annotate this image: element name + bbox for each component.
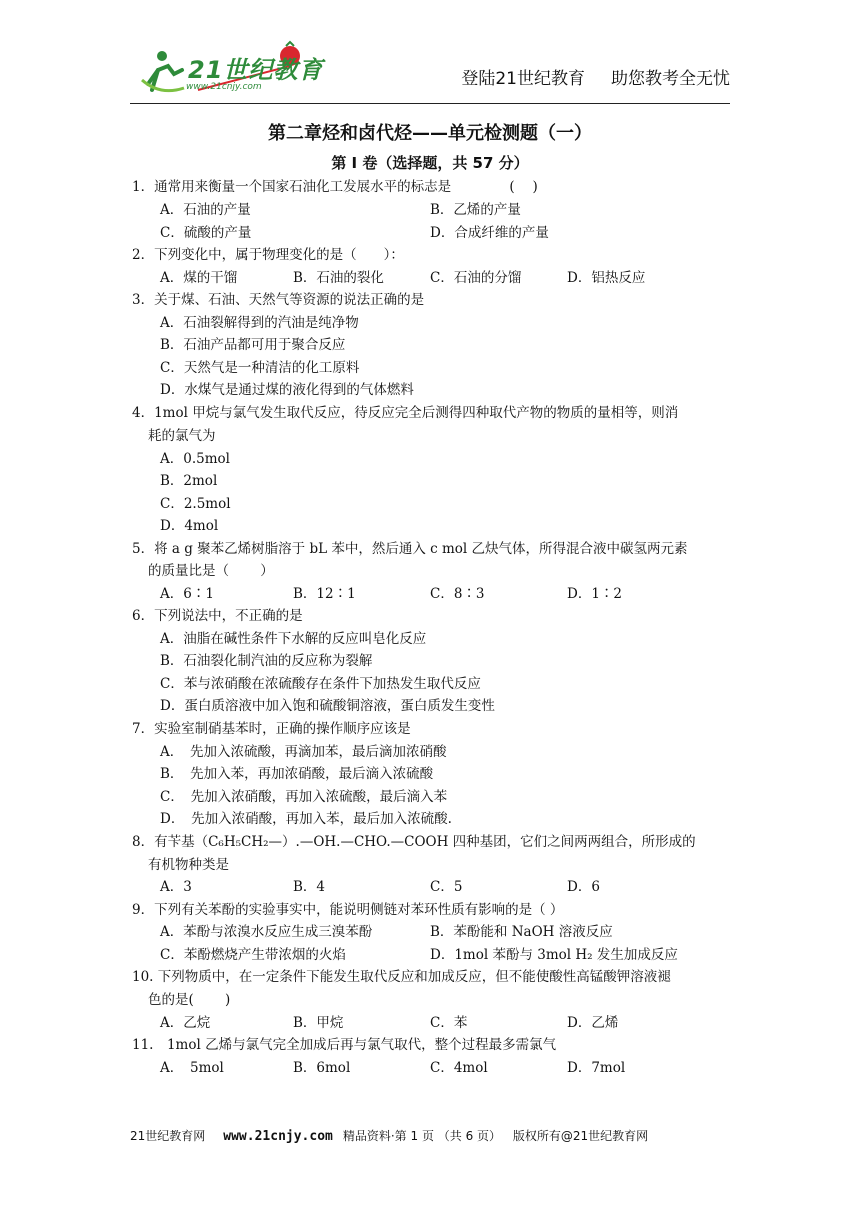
question-9-option-a: A．苯酚与浓溴水反应生成三溴苯酚 bbox=[160, 924, 373, 940]
footer-site-link[interactable]: www.21cnjy.com bbox=[223, 1129, 333, 1144]
question-4-stem-cont: 耗的氯气为 bbox=[148, 428, 216, 444]
question-9-option-b: B．苯酚能和 NaOH 溶液反应 bbox=[430, 924, 613, 940]
slogan-left: 登陆21世纪教育 bbox=[461, 69, 585, 89]
footer-left: 21世纪教育网 bbox=[130, 1129, 206, 1143]
question-6-stem: 6．下列说法中，不正确的是 bbox=[132, 608, 303, 624]
footer-copyright: 版权所有@21世纪教育网 bbox=[512, 1129, 649, 1143]
question-5-option-c: C．8∶3 bbox=[430, 586, 485, 602]
logo-brand-text: 21世纪教育 bbox=[188, 56, 324, 84]
question-5-option-d: D．1∶2 bbox=[567, 586, 623, 602]
question-11-option-a: A． 5mol bbox=[160, 1060, 224, 1076]
question-4-option-b: B．2mol bbox=[160, 473, 218, 489]
question-9-option-d: D．1mol 苯酚与 3mol H₂ 发生加成反应 bbox=[430, 947, 678, 963]
question-8-stem-cont: 有机物种类是 bbox=[148, 857, 229, 873]
question-4-option-a: A．0.5mol bbox=[160, 451, 230, 467]
question-10-stem-cont: 色的是( ) bbox=[148, 992, 231, 1008]
question-1-option-c: C．硫酸的产量 bbox=[160, 225, 252, 241]
question-11-stem: 11. 1mol 乙烯与氯气完全加成后再与氯气取代，整个过程最多需氯气 bbox=[132, 1037, 557, 1053]
logo-url-text: www.21cnjy.com bbox=[186, 82, 262, 92]
page-footer bbox=[130, 1127, 648, 1144]
question-10-stem: 10. 下列物质中，在一定条件下能发生取代反应和加成反应，但不能使酸性高锰酸钾溶液褪 bbox=[132, 969, 671, 985]
question-11-option-d: D．7mol bbox=[567, 1060, 626, 1076]
question-5-option-b: B．12∶1 bbox=[293, 586, 356, 602]
question-7-option-b: B． 先加入苯，再加浓硝酸，最后滴入浓硫酸 bbox=[160, 766, 434, 782]
question-7-option-a: A． 先加入浓硫酸，再滴加苯，最后滴加浓硝酸 bbox=[160, 744, 447, 760]
question-5-option-a: A．6∶1 bbox=[160, 586, 214, 602]
question-10-option-a: A．乙烷 bbox=[160, 1015, 211, 1031]
section-subtitle: 第 I 卷（选择题，共 57 分） bbox=[331, 154, 529, 172]
question-3-option-d: D．水煤气是通过煤的液化得到的气体燃料 bbox=[160, 382, 414, 398]
question-6-option-b: B．石油裂化制汽油的反应称为裂解 bbox=[160, 653, 373, 669]
footer-page-info: 精品资料·第 1 页 （共 6 页） bbox=[342, 1129, 502, 1143]
question-5-stem-cont: 的质量比是（ ） bbox=[148, 563, 274, 579]
question-10-option-c: C．苯 bbox=[430, 1015, 468, 1031]
question-9-option-c: C．苯酚燃烧产生带浓烟的火焰 bbox=[160, 947, 346, 963]
question-1-option-d: D．合成纤维的产量 bbox=[430, 225, 549, 241]
question-2-option-c: C．石油的分馏 bbox=[430, 270, 522, 286]
question-8-option-d: D．6 bbox=[567, 879, 600, 895]
question-6-option-d: D．蛋白质溶液中加入饱和硫酸铜溶液，蛋白质发生变性 bbox=[160, 698, 495, 714]
question-10-option-d: D．乙烯 bbox=[567, 1015, 619, 1031]
question-6-option-c: C．苯与浓硝酸在浓硫酸存在条件下加热发生取代反应 bbox=[160, 676, 481, 692]
question-2-stem: 2．下列变化中，属于物理变化的是（ ）： bbox=[132, 247, 404, 263]
question-2-option-d: D．铝热反应 bbox=[567, 270, 646, 286]
question-3-option-b: B．石油产品都可用于聚合反应 bbox=[160, 337, 346, 353]
question-11-option-c: C．4mol bbox=[430, 1060, 488, 1076]
question-1-option-b: B．乙烯的产量 bbox=[430, 202, 521, 218]
question-2-option-b: B．石油的裂化 bbox=[293, 270, 384, 286]
page-title: 第二章烃和卤代烃——单元检测题（一） bbox=[268, 123, 592, 144]
question-8-stem: 8．有苄基（C₆H₅CH₂—）.—OH.—CHO.—COOH 四种基团，它们之间两两组合，所形成的 bbox=[132, 834, 696, 850]
question-7-option-d: D． 先加入浓硝酸，再加入苯，最后加入浓硫酸. bbox=[160, 811, 452, 827]
slogan-right: 助您教考全无忧 bbox=[611, 69, 730, 89]
header-divider bbox=[130, 103, 730, 104]
question-4-option-c: C．2.5mol bbox=[160, 496, 231, 512]
question-10-option-b: B．甲烷 bbox=[293, 1015, 344, 1031]
question-8-option-b: B．4 bbox=[293, 879, 326, 895]
question-8-option-c: C．5 bbox=[430, 879, 463, 895]
question-8-option-a: A．3 bbox=[160, 879, 192, 895]
question-6-option-a: A．油脂在碱性条件下水解的反应叫皂化反应 bbox=[160, 631, 427, 647]
question-4-option-d: D．4mol bbox=[160, 518, 219, 534]
question-2-option-a: A．煤的干馏 bbox=[160, 270, 238, 286]
question-11-option-b: B．6mol bbox=[293, 1060, 351, 1076]
question-3-option-c: C．天然气是一种清洁的化工原料 bbox=[160, 360, 360, 376]
question-7-option-c: C． 先加入浓硝酸，再加入浓硫酸，最后滴入苯 bbox=[160, 789, 448, 805]
question-5-stem: 5．将 a g 聚苯乙烯树脂溶于 bL 苯中，然后通入 c mol 乙炔气体，所得混合液中碳氢两元素 bbox=[132, 541, 688, 557]
header-slogan bbox=[461, 64, 730, 89]
question-1-stem: 1．通常用来衡量一个国家石油化工发展水平的标志是 ( ) bbox=[132, 179, 538, 195]
question-7-stem: 7．实验室制硝基苯时，正确的操作顺序应该是 bbox=[132, 721, 411, 737]
question-3-option-a: A．石油裂解得到的汽油是纯净物 bbox=[160, 315, 359, 331]
question-3-stem: 3．关于煤、石油、天然气等资源的说法正确的是 bbox=[132, 292, 425, 308]
question-9-stem: 9．下列有关苯酚的实验事实中，能说明侧链对苯环性质有影响的是（ ） bbox=[132, 902, 564, 918]
question-1-option-a: A．石油的产量 bbox=[160, 202, 251, 218]
question-4-stem: 4．1mol 甲烷与氯气发生取代反应，待反应完全后测得四种取代产物的物质的量相等，则消 bbox=[132, 405, 679, 421]
logo bbox=[140, 40, 324, 102]
